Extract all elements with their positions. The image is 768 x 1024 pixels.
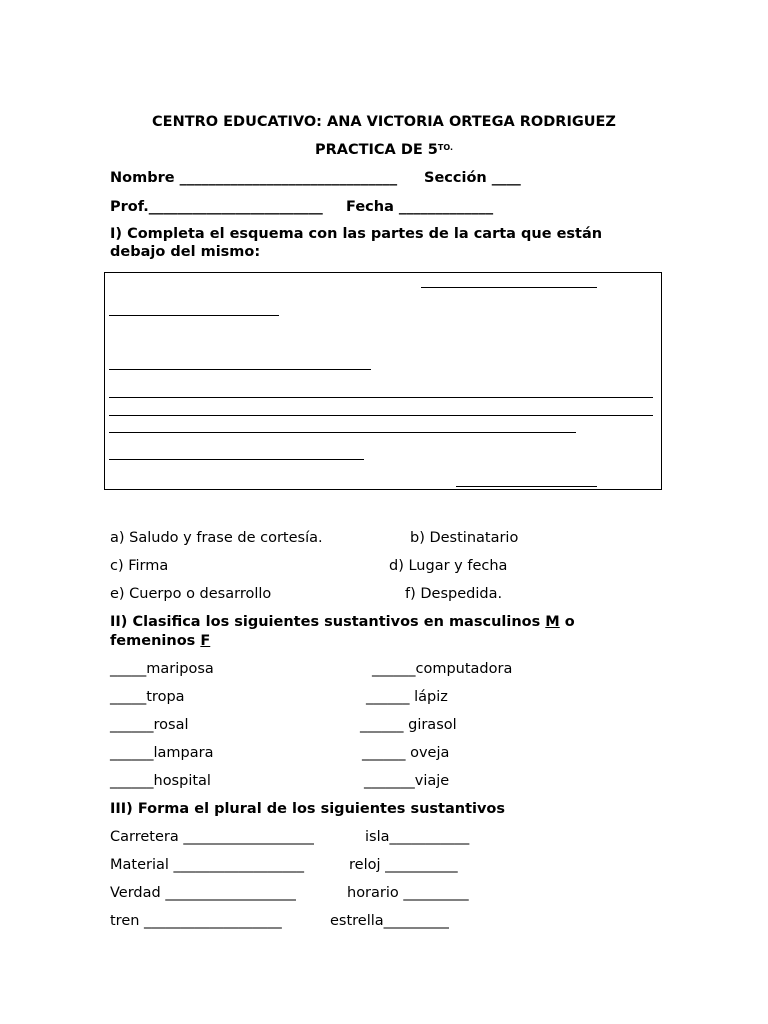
noun-item: ______hospital — [110, 773, 211, 789]
masculine-letter: M — [545, 614, 560, 630]
noun-item: ______computadora — [372, 661, 513, 677]
noun-item: _____mariposa — [110, 661, 214, 677]
blank-farewell-line — [109, 459, 364, 460]
plural-item: Carretera __________________ — [110, 829, 314, 845]
section2-title-part1: II) Clasifica los siguientes sustantivos en masculinos — [110, 614, 546, 630]
blank-date-line — [421, 287, 597, 288]
option-b: b) Destinatario — [410, 530, 519, 546]
plural-item: horario _________ — [347, 885, 469, 901]
practice-title — [0, 141, 768, 159]
noun-item: ______rosal — [110, 717, 189, 733]
plural-item: tren ___________________ — [110, 913, 282, 929]
seccion-field: Sección ____ — [424, 170, 521, 186]
letter-scheme-box — [104, 272, 662, 490]
section2-title-part2: o — [559, 614, 575, 630]
section2-title-line1 — [110, 613, 575, 631]
blank-body-line-1 — [109, 397, 653, 398]
option-c: c) Firma — [110, 558, 169, 574]
noun-item: ______lampara — [110, 745, 214, 761]
noun-item: _______viaje — [364, 773, 450, 789]
plural-item: reloj __________ — [349, 857, 458, 873]
section2-title-line2-text: femeninos — [110, 633, 201, 649]
nombre-field: Nombre ______________________________ — [110, 170, 398, 186]
practice-label: PRACTICA DE 5 — [314, 142, 438, 158]
section1-title-line1: I) Completa el esquema con las partes de la carta que están — [110, 226, 603, 242]
plural-item: estrella_________ — [330, 913, 449, 929]
practice-superscript: TO. — [437, 143, 454, 152]
noun-item: ______ oveja — [362, 745, 450, 761]
noun-item: _____tropa — [110, 689, 185, 705]
plural-item: isla___________ — [365, 829, 470, 845]
blank-recipient-line — [109, 315, 279, 316]
section3-title: III) Forma el plural de los siguientes sustantivos — [110, 801, 506, 817]
plural-item: Verdad __________________ — [110, 885, 296, 901]
section1-title-line2: debajo del mismo: — [110, 244, 261, 260]
option-f: f) Despedida. — [405, 586, 503, 602]
prof-field: Prof.________________________ — [110, 199, 323, 215]
blank-signature-line — [456, 486, 597, 487]
blank-body-line-3 — [109, 432, 576, 433]
option-d: d) Lugar y fecha — [389, 558, 508, 574]
feminine-letter: F — [200, 633, 211, 649]
plural-item: Material __________________ — [110, 857, 305, 873]
school-title: CENTRO EDUCATIVO: ANA VICTORIA ORTEGA RODRIGUEZ — [152, 114, 616, 130]
option-e: e) Cuerpo o desarrollo — [110, 586, 272, 602]
option-a: a) Saludo y frase de cortesía. — [110, 530, 323, 546]
section2-title-line2 — [110, 632, 210, 650]
noun-item: ______ lápiz — [366, 689, 448, 705]
blank-body-line-2 — [109, 415, 653, 416]
fecha-field: Fecha _____________ — [346, 199, 494, 215]
noun-item: ______ girasol — [360, 717, 457, 733]
blank-greeting-line — [109, 369, 371, 370]
